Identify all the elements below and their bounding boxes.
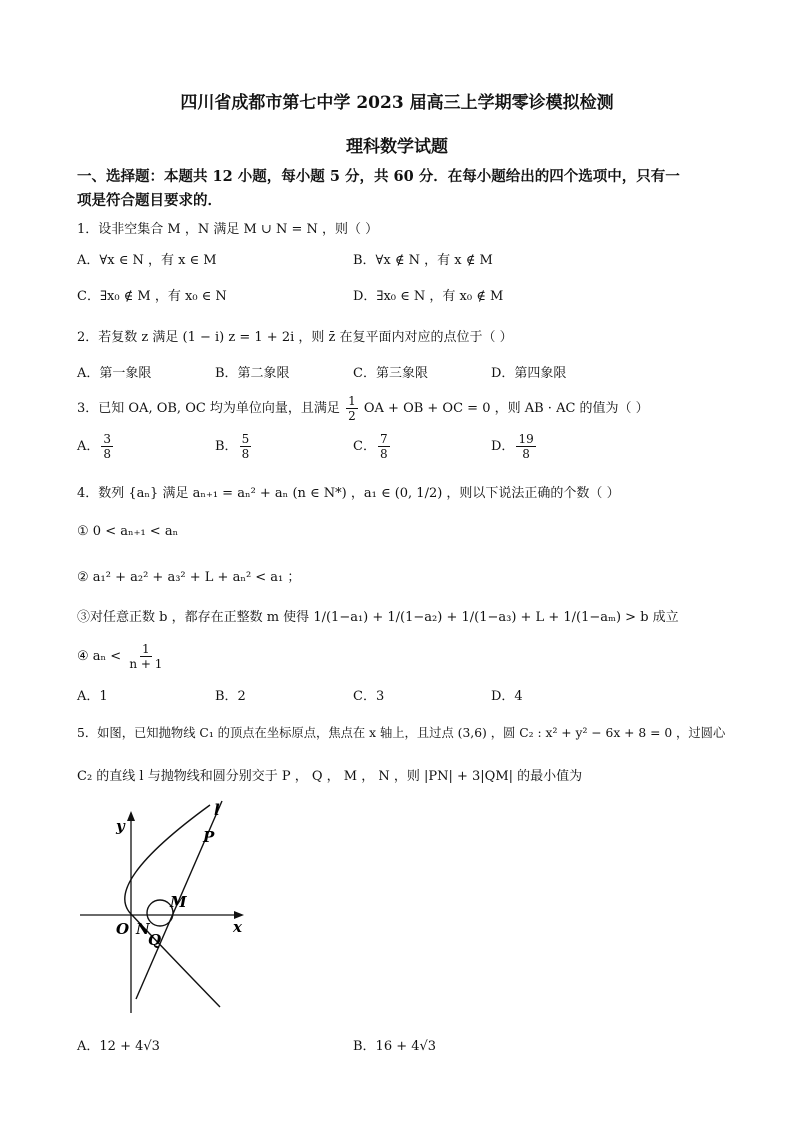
page-subtitle: 理科数学试题	[346, 137, 448, 157]
question-3-half-fraction: $\frac{1}{2}$	[348, 394, 356, 423]
question-5-option-b: B．16 + 4√3	[353, 1039, 437, 1054]
question-1-option-a: A．∀x ∈ N ，有 x ∈ M	[77, 253, 217, 268]
label-q: Q	[148, 931, 162, 949]
question-5-line2: C₂ 的直线 l 与抛物线和圆分别交于 P ， Q ， M ， N ，则 |PN| + 3|QM| 的最小值为	[77, 769, 583, 784]
question-4-option-a: A．1	[77, 689, 108, 704]
question-4-statement-1: ① 0 < aₙ₊₁ < aₙ	[77, 524, 179, 539]
label-x: x	[233, 918, 242, 936]
page-title: 四川省成都市第七中学 2023 届高三上学期零诊模拟检测	[180, 93, 614, 113]
question-2-stem: 2．若复数 z 满足 (1 − i) z = 1 + 2i ，则 z̄ 在复平面内对应的点位于（ ）	[77, 330, 513, 345]
question-3-stem-post: OA + OB + OC = 0 ，则 AB · AC 的值为（ ）	[363, 401, 649, 416]
question-1-option-b: B．∀x ∉ N ，有 x ∉ M	[353, 253, 493, 268]
question-3-option-c: C． $\frac{7}{8}$	[353, 432, 388, 461]
question-4-statement-4: ④ aₙ < $\frac{1}{n + 1}$	[77, 642, 163, 671]
question-3-stem	[77, 394, 649, 423]
question-4-statement-3: ③对任意正数 b ，都存在正整数 m 使得 1/(1−a₁) + 1/(1−a₂) + 1/(1−a₃) + L + 1/(1−aₘ) > b 成立	[77, 610, 679, 625]
question-1-option-c: C．∃x₀ ∉ M ，有 x₀ ∈ N	[77, 289, 227, 304]
label-o: O	[116, 920, 130, 938]
question-1-stem: 1．设非空集合 M ，N 满足 M ∪ N = N ，则（ ）	[77, 222, 379, 237]
question-2-option-b: B．第二象限	[215, 366, 290, 381]
label-l: l	[214, 801, 220, 819]
question-2-option-a: A．第一象限	[77, 366, 152, 381]
question-5-option-a: A．12 + 4√3	[77, 1039, 160, 1054]
question-4-option-d: D．4	[491, 689, 523, 704]
question-3-option-d: D． $\frac{19}{8}$	[491, 432, 534, 461]
question-1-option-d: D．∃x₀ ∈ N ，有 x₀ ∉ M	[353, 289, 504, 304]
parabola-figure	[70, 795, 260, 1020]
question-4-stem: 4．数列 {aₙ} 满足 aₙ₊₁ = aₙ² + aₙ (n ∈ N*) ，a₁ ∈ (0, 1/2) ，则以下说法正确的个数（ ）	[77, 486, 620, 501]
question-5-line1: 5．如图，已知抛物线 C₁ 的顶点在坐标原点，焦点在 x 轴上，且过点 (3,6) ，圆 C₂ : x² + y² − 6x + 8 = 0 ，过圆心	[77, 726, 726, 740]
question-2-option-c: C．第三象限	[353, 366, 428, 381]
label-y: y	[116, 817, 125, 835]
y-axis-arrow-icon	[127, 811, 135, 821]
section-heading-line1: 一、选择题：本题共 12 小题，每小题 5 分，共 60 分．在每小题给出的四个选项中，只有一	[77, 168, 680, 185]
question-3-option-a: A． $\frac{3}{8}$	[77, 432, 112, 461]
question-4-statement-2: ② a₁² + a₂² + a₃² + L + aₙ² < a₁ ；	[77, 570, 301, 585]
section-heading-line2: 项是符合题目要求的．	[77, 192, 222, 209]
label-n: N	[136, 920, 150, 938]
question-4-option-c: C．3	[353, 689, 385, 704]
label-p: P	[203, 828, 215, 846]
question-2-option-d: D．第四象限	[491, 366, 567, 381]
question-4-option-b: B．2	[215, 689, 246, 704]
label-m: M	[170, 893, 187, 911]
question-3-option-b: B． $\frac{5}{8}$	[215, 432, 250, 461]
question-3-stem-pre: 3．已知 OA, OB, OC 均为单位向量，且满足	[77, 401, 340, 416]
question-4-series: 1/(1−a₁) + 1/(1−a₂) + 1/(1−a₃) + L + 1/(1−aₘ)	[313, 610, 622, 625]
